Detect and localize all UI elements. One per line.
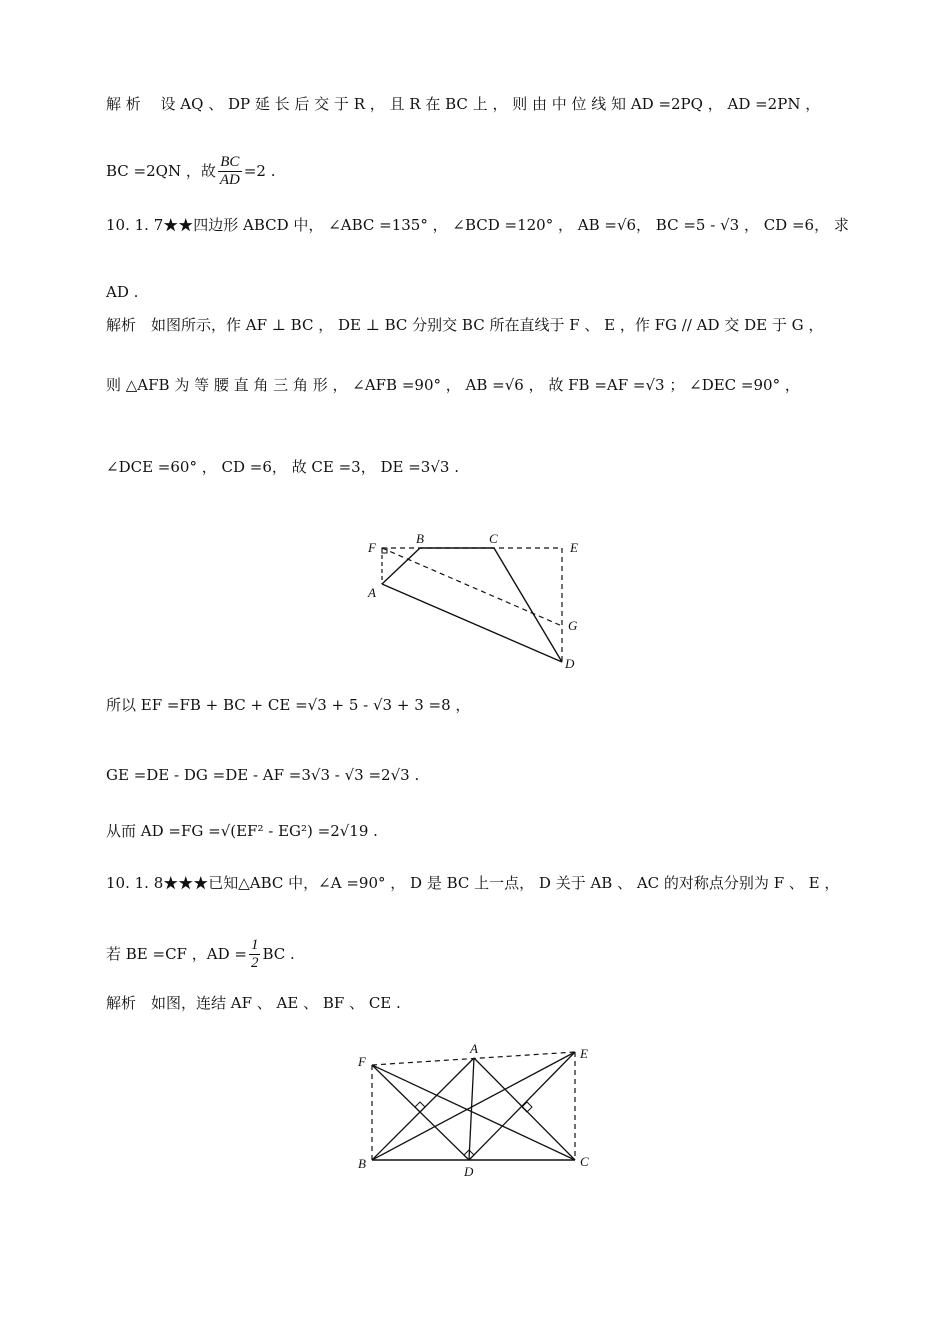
solution-line: 从而 AD =FG =√(EF² - EG²) =2√19 . [106,822,378,840]
label-A: A [368,585,376,600]
text-line: AD . [106,283,139,301]
label-A: A [470,1041,478,1056]
segment-AB [382,548,420,584]
right-angle-mark [415,1102,425,1112]
label-D: D [565,656,575,671]
segment-CD [494,548,562,662]
text-segment: BC =2QN ，故 [106,161,216,180]
segment-FG [382,548,562,626]
label-F: F [358,1054,366,1069]
solution-line: GE =DE - DG =DE - AF =3√3 - √3 =2√3 . [106,766,420,784]
text-line-fraction [106,154,276,190]
fraction-numerator: BC [218,154,242,172]
solution-line: ∠DCE =60° ， CD =6， 故 CE =3， DE =3√3 . [106,458,459,476]
label-E: E [580,1046,588,1061]
figure-quadrilateral [360,528,590,674]
label-C: C [580,1154,589,1169]
text-line-fraction [106,937,295,973]
label-E: E [570,540,578,555]
right-angle-mark [522,1102,532,1112]
fraction-denominator: AD [219,172,240,189]
fraction-numerator: 1 [249,937,261,955]
solution-line: 所以 EF =FB + BC + CE =√3 + 5 - √3 + 3 =8 ， [106,696,471,714]
segment-AD [382,584,562,662]
text-segment: =2 . [243,161,276,180]
label-D: D [464,1164,474,1179]
label-B: B [416,531,424,546]
segment-AD [469,1058,474,1160]
label-G: G [568,618,578,633]
problem-statement: 10. 1. 7★★四边形 ABCD 中， ∠ABC =135° ， ∠BCD =120° ， AB =√6， BC =5 - √3 ， CD =6， 求 [106,216,849,234]
text-segment: BC . [262,944,295,963]
solution-line: 解析 如图，连结 AF 、 AE 、 BF 、 CE . [106,994,401,1012]
label-F: F [368,540,376,555]
text-segment: 若 BE =CF ，AD = [106,944,247,963]
label-B: B [358,1156,366,1171]
label-C: C [489,531,498,546]
solution-line: 解析 如图所示，作 AF ⊥ BC ， DE ⊥ BC 分别交 BC 所在直线于 F 、 E ，作 FG // AD 交 DE 于 G ， [106,316,824,334]
problem-statement: 10. 1. 8★★★已知△ABC 中，∠A =90° ， D 是 BC 上一点， D 关于 AB 、 AC 的对称点分别为 F 、 E ， [106,874,840,892]
solution-line: 则 △AFB 为 等 腰 直 角 三 角 形 ， ∠AFB =90° ， AB =√6 ， 故 FB =AF =√3 ； ∠DEC =90° ， [106,376,800,394]
fraction [218,154,242,190]
text-line: 解 析 设 AQ 、 DP 延 长 后 交 于 R ， 且 R 在 BC 上 ， 则 由 中 位 线 知 AD =2PQ ， AD =2PN ， [106,95,821,113]
figure-reflection [350,1036,600,1182]
fraction-denominator: 2 [250,955,259,972]
fraction [249,937,261,973]
